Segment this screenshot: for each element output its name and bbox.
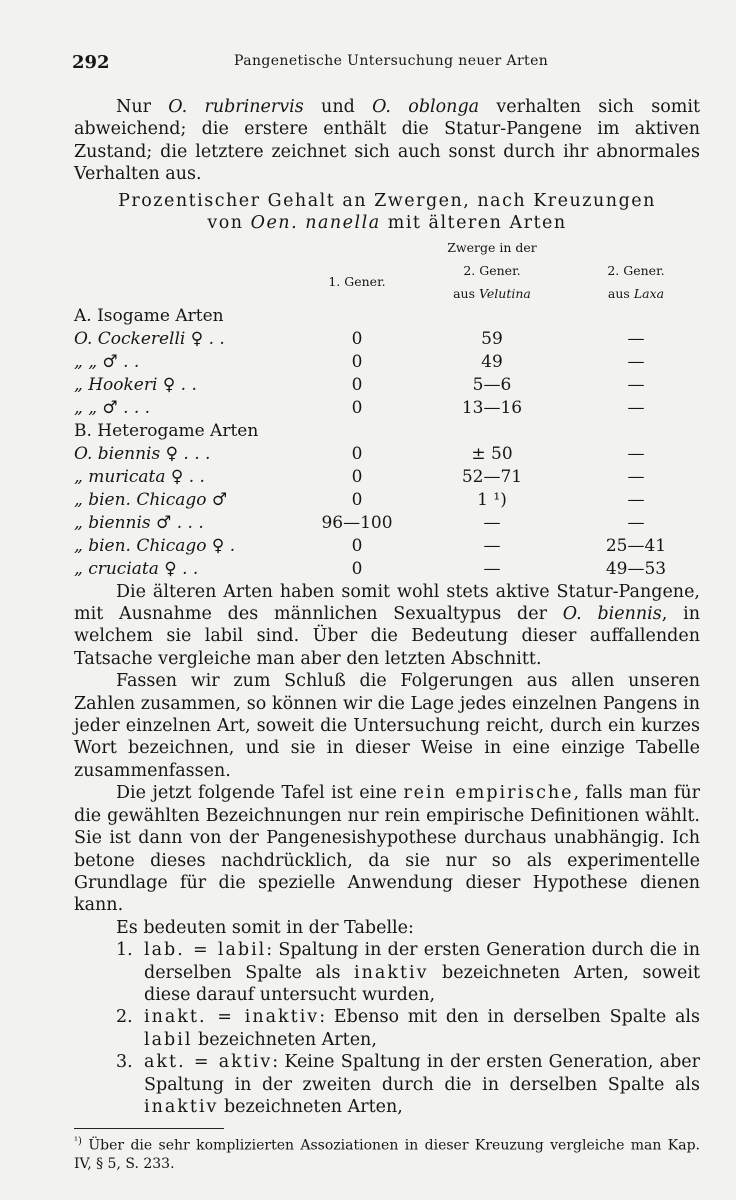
table-row: [74, 558, 700, 581]
page-header: [72, 52, 672, 76]
table-body-b: [74, 443, 700, 581]
table-row: [74, 443, 700, 466]
gen1-value: 0: [351, 443, 363, 464]
dwarf-percentage-table: [74, 236, 700, 581]
gen1-value: 0: [351, 328, 363, 349]
list-number: 1.: [116, 940, 133, 961]
table-row: [74, 466, 700, 489]
spaced-emphasis: inaktiv: [354, 962, 429, 983]
species-label: „ cruciata ♀ . .: [74, 558, 199, 579]
spaced-emphasis: labil: [144, 1029, 193, 1050]
species-label: „ biennis ♂ . . .: [74, 512, 204, 533]
species-label: „ bien. Chicago ♂: [74, 489, 228, 510]
footnote-text: Über die sehr komplizierten Assoziationen in dieser Kreuzung vergleiche man Kap. IV, § 5, S. 233.: [74, 1138, 700, 1173]
running-head: Pangenetische Untersuchung neuer Arten: [234, 53, 549, 69]
velutina-value: 5—6: [472, 374, 512, 395]
footnote-mark: ¹): [74, 1136, 82, 1148]
laxa-value: —: [627, 466, 645, 487]
definition-item: [74, 1051, 700, 1118]
definition-text: bezeichneten Arten,: [192, 1029, 377, 1050]
table-title-text: mit älteren Arten: [380, 212, 567, 233]
table-row: [74, 512, 700, 535]
intro-paragraph: [74, 96, 700, 186]
gen1-value: 0: [351, 466, 363, 487]
column-header-velutina: [412, 259, 572, 305]
definition-text: : Spaltung in der ersten Generation durch die in derselben Spalte als: [144, 940, 701, 983]
gen1-value: 0: [351, 558, 363, 579]
section-row: [74, 305, 700, 328]
laxa-value: —: [627, 328, 645, 349]
definition-text: : Keine Spaltung in der ersten Generation, aber Spaltung in der zweiten durch die in derselben Spalte als: [144, 1052, 700, 1095]
laxa-value: —: [627, 512, 645, 533]
laxa-value: —: [627, 443, 645, 464]
spaced-emphasis: rein empirische: [403, 783, 574, 804]
paragraph-3: Fassen wir zum Schluß die Folgerungen aus allen unseren Zahlen zusammen, so können wir die Lage jedes einzelnen Pangens in jeder einzelnen Art, soweit die Untersuchung reicht, durch ein kurzes Wort bezeichnen, und sie in dieser Weise in eine einzige Tabelle zusammenfassen.: [74, 671, 700, 781]
column-header-text: aus: [453, 285, 476, 301]
species-label: O. Cockerelli ♀ . .: [74, 328, 225, 349]
gen1-value: 0: [351, 351, 363, 372]
velutina-value: 49: [481, 351, 503, 372]
footnote-rule: [74, 1128, 224, 1129]
definition-item: [74, 939, 700, 1006]
list-number: 3.: [116, 1052, 133, 1073]
species-name: O. rubrinervis: [168, 97, 304, 117]
species-name: O. oblonga: [372, 97, 480, 117]
gen1-value: 0: [351, 535, 363, 556]
table-title-line1: Prozentischer Gehalt an Zwergen, nach Kreuzungen: [118, 190, 656, 211]
paragraph-2: [74, 581, 700, 671]
column-header-gen1: 1. Gener.: [328, 274, 386, 290]
laxa-value: —: [627, 351, 645, 372]
intro-text: verhalten sich somit abweichend; die erstere enthält die Statur-Pangene im aktiven Zustand; die letztere zeichnet sich auch sonst durch ihr abnormales Verhalten aus.: [74, 97, 700, 185]
section-row: [74, 420, 700, 443]
section-heading-b: B. Heterogame Arten: [74, 420, 259, 441]
page-number: 292: [72, 52, 110, 73]
column-header-text: 2. Gener.: [463, 262, 521, 278]
species-label: „ muricata ♀ . .: [74, 466, 205, 487]
species-label: O. biennis ♀ . . .: [74, 443, 211, 464]
definition-list: [74, 939, 700, 1118]
velutina-value: 13—16: [461, 397, 523, 418]
gen1-value: 0: [351, 374, 363, 395]
laxa-value: 25—41: [605, 535, 667, 556]
list-number: 2.: [116, 1007, 133, 1028]
gen1-value: 0: [351, 397, 363, 418]
table-row: [74, 351, 700, 374]
velutina-value: 1 ¹): [477, 489, 507, 510]
paragraph-text: , in welchem sie labil sind. Über die Bedeutung dieser auffallenden Tatsache vergleiche man aber den letzten Abschnitt.: [74, 604, 700, 669]
paragraph-text: , falls man für die gewählten Bezeichnungen nur rein empirische Definitionen wählt. Sie ist dann von der Pangenesishypothese durchaus unabhängig. Ich betone dieses nachdrücklich, da sie nur so als experimentelle Grundlage für die spezielle Anwendung dieser Hypothese dienen kann.: [74, 783, 701, 916]
definition-item: [74, 1006, 700, 1051]
section-heading-a: A. Isogame Arten: [74, 305, 224, 326]
table-row: [74, 489, 700, 512]
table-body-a: [74, 328, 700, 420]
velutina-value: 59: [481, 328, 503, 349]
page-body: [74, 96, 700, 1173]
species-label: „ „ ♂ . . .: [74, 397, 151, 418]
gen1-value: 0: [351, 489, 363, 510]
velutina-value: —: [483, 512, 501, 533]
table-row: [74, 374, 700, 397]
column-header-text: 2. Gener.: [607, 262, 665, 278]
gen1-value: 96—100: [321, 512, 393, 533]
table-row: [74, 328, 700, 351]
laxa-value: —: [627, 489, 645, 510]
species-name: Oen. nanella: [250, 212, 381, 233]
velutina-value: —: [483, 535, 501, 556]
column-header-laxa: [572, 259, 700, 305]
spaced-emphasis: inaktiv: [144, 1096, 219, 1117]
species-label: „ Hookeri ♀ . .: [74, 374, 197, 395]
laxa-value: —: [627, 397, 645, 418]
paragraph-text: Die älteren Arten haben somit wohl stets aktive Statur-Pangene, mit Ausnahme des männlichen Sexualtypus der: [74, 581, 700, 625]
definition-term: akt. = aktiv: [144, 1052, 273, 1073]
table-row: [74, 535, 700, 558]
definition-text: bezeichneten Arten,: [218, 1096, 403, 1117]
paragraph-4: [74, 782, 700, 916]
species-label: „ „ ♂ . .: [74, 351, 140, 372]
velutina-value: 52—71: [461, 466, 523, 487]
definition-term: inakt. = inaktiv: [144, 1007, 320, 1028]
column-header-text: aus: [607, 285, 630, 301]
column-header-text: Laxa: [633, 285, 665, 301]
definition-term: lab. = labil: [144, 940, 267, 961]
table-title: [74, 190, 700, 234]
table-super-header-row: [74, 236, 700, 259]
table-header-row: [74, 259, 700, 305]
laxa-value: —: [627, 374, 645, 395]
table-title-text: von: [207, 212, 251, 233]
super-header: Zwerge in der: [447, 239, 537, 255]
table-row: [74, 397, 700, 420]
laxa-value: 49—53: [605, 558, 667, 579]
species-label: „ bien. Chicago ♀ .: [74, 535, 236, 556]
intro-text: und: [303, 97, 373, 117]
table-title-line2: [74, 212, 700, 234]
velutina-value: ± 50: [471, 443, 513, 464]
footnote: [74, 1133, 700, 1173]
definition-text: bezeichneten Arten, soweit diese darauf untersucht wurden,: [144, 962, 700, 1005]
definition-text: : Ebenso mit den in derselben Spalte als: [319, 1007, 701, 1028]
paragraph-5: Es bedeuten somit in der Tabelle:: [116, 917, 414, 938]
column-header-text: Velutina: [479, 285, 531, 301]
intro-text: Nur: [116, 97, 169, 117]
species-name: O. biennis: [562, 604, 662, 625]
velutina-value: —: [483, 558, 501, 579]
paragraph-text: Die jetzt folgende Tafel ist eine: [116, 783, 404, 804]
